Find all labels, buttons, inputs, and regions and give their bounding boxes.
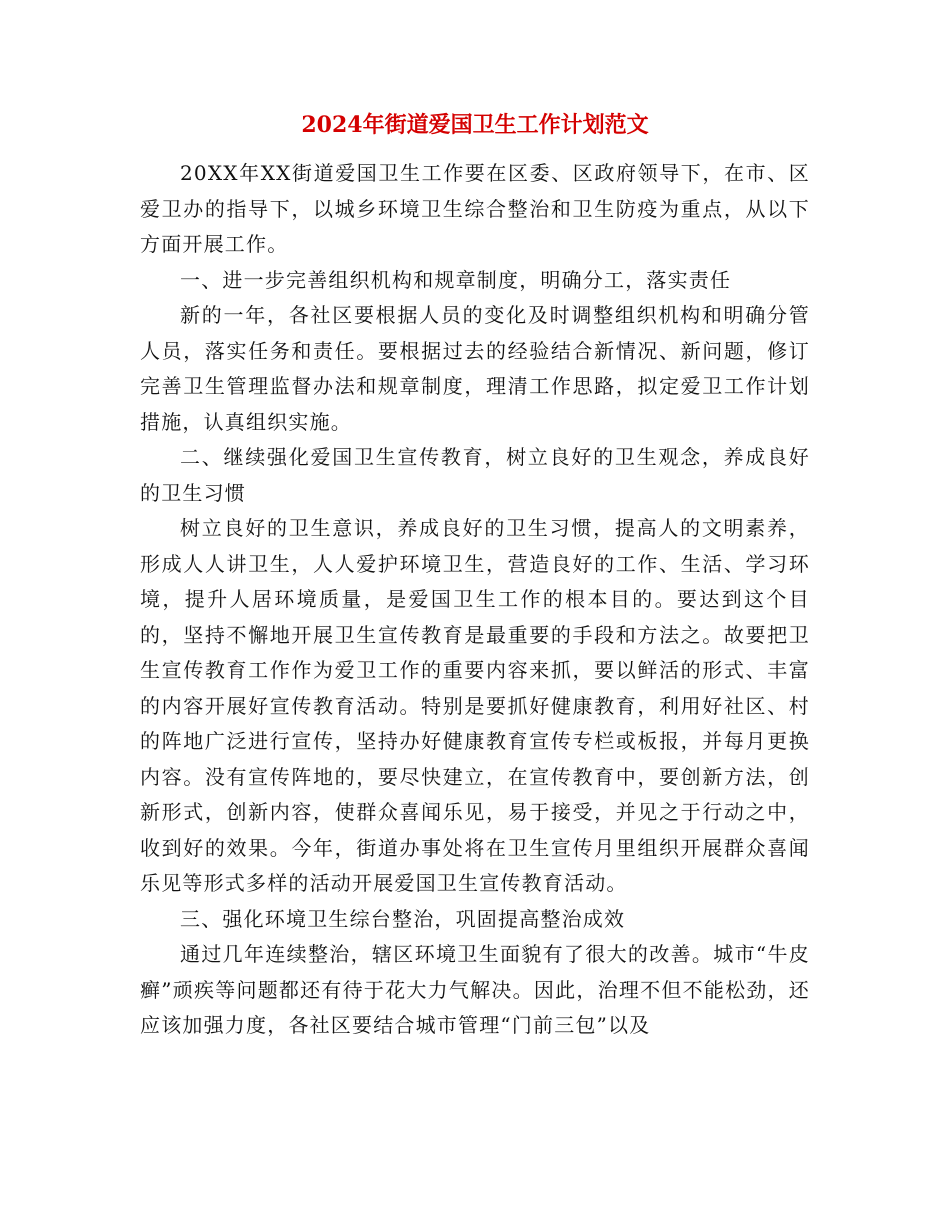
section-heading-3: 三、强化环境卫生综台整治，巩固提高整治成效 — [180, 906, 626, 931]
paragraph-intro: 20XX年XX街道爱国卫生工作要在区委、区政府领导下，在市、区爱卫办的指导下，以城乡环境卫生综合整治和卫生防疫为重点，从以下方面开展工作。 — [140, 161, 810, 256]
document-title: 2024年街道爱国卫生工作计划范文 — [301, 112, 649, 138]
paragraph-section-1: 新的一年，各社区要根据人员的变化及时调整组织机构和明确分管人员，落实任务和责任。要根据过去的经验结合新情况、新问题，修订完善卫生管理监督办法和规章制度，理清工作思路，拟定爱卫工作计划措施，认真组织实施。 — [140, 303, 810, 434]
paragraph-section-3: 通过几年连续整治，辖区环境卫生面貌有了很大的改善。城市“牛皮癣”顽疾等问题都还有待于花大力气解决。因此，治理不但不能松劲，还应该加强力度，各社区要结合城市管理“门前三包”以及 — [140, 942, 810, 1037]
section-heading-1: 一、进一步完善组织机构和规章制度，明确分工，落实责任 — [180, 267, 732, 292]
document-body — [140, 110, 810, 1044]
paragraph-section-2: 树立良好的卫生意识，养成良好的卫生习惯，提高人的文明素养，形成人人讲卫生，人人爱护环境卫生，营造良好的工作、生活、学习环境，提升人居环境质量，是爱国卫生工作的根本目的。要达到这个目的，坚持不懈地开展卫生宣传教育是最重要的手段和方法之。故要把卫生宣传教育工作作为爱卫工作的重要内容来抓，要以鲜活的形式、丰富的内容开展好宣传教育活动。特别是要抓好健康教育，利用好社区、村的阵地广泛进行宣传，坚持办好健康教育宣传专栏或板报，并每月更换内容。没有宣传阵地的，要尽快建立，在宣传教育中，要创新方法，创新形式，创新内容，使群众喜闻乐见，易于接受，并见之于行动之中，收到好的效果。今年，街道办事处将在卫生宣传月里组织开展群众喜闻乐见等形式多样的活动开展爱国卫生宣传教育活动。 — [140, 516, 810, 895]
section-heading-2: 二、继续强化爱国卫生宣传教育，树立良好的卫生观念，养成良好的卫生习惯 — [140, 445, 810, 505]
